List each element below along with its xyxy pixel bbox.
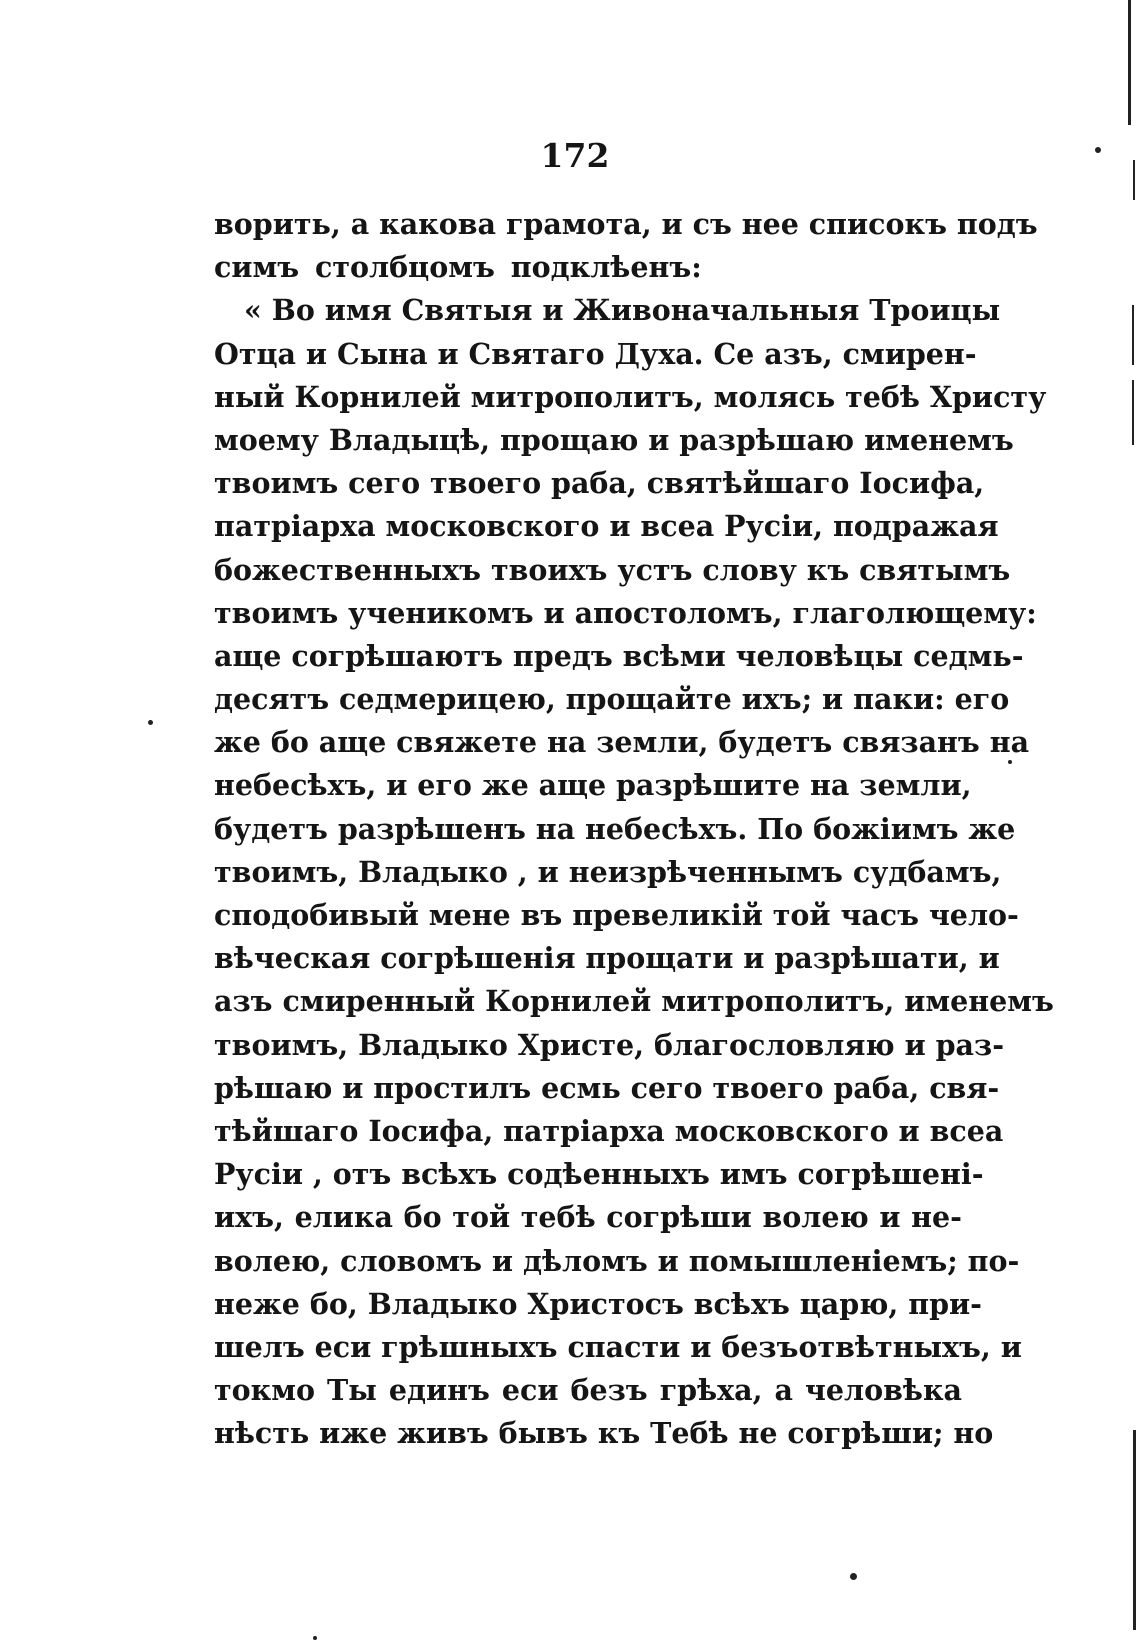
- text-line: моему Владыцѣ, прощаю и разрѣшаю именемъ: [214, 422, 1014, 457]
- text-line: божественныхъ твоихъ устъ слову къ святымъ: [214, 552, 1011, 587]
- text-line: будетъ разрѣшенъ на небесѣхъ. По божіимъ же: [214, 811, 1016, 846]
- text-line: вѣческая согрѣшенія прощати и разрѣшати, и: [214, 941, 1000, 976]
- text-line: рѣшаю и простилъ есмь сего твоего раба, свя-: [214, 1070, 1000, 1105]
- scan-edge-mark: [1132, 305, 1134, 365]
- text-line: ный Корнилей митрополитъ, молясь тебѣ Христу: [214, 379, 1047, 414]
- text-line: симъ столбцомъ подклѣенъ:: [214, 250, 702, 285]
- scan-edge-mark: [1132, 380, 1134, 445]
- text-line: шелъ еси грѣшныхъ спасти и безъотвѣтныхъ, и: [214, 1329, 1022, 1364]
- scan-edge-mark: [1128, 0, 1131, 125]
- text-line: аще согрѣшаютъ предъ всѣми человѣцы седмь-: [214, 638, 1024, 673]
- text-line: Отца и Сына и Святаго Духа. Се азъ, смирен-: [214, 336, 977, 371]
- text-line: твоимъ ученикомъ и апостоломъ, глаголющему:: [214, 595, 1037, 630]
- text-line: ихъ, елика бо той тебѣ согрѣши волею и не-: [214, 1200, 962, 1235]
- text-line: « Во имя Святыя и Живоначальныя Троицы: [244, 293, 1001, 328]
- text-line: сподобивый мене въ превеликій той часъ чело-: [214, 898, 1019, 932]
- text-line: твоимъ, Владыко , и неизрѣченнымъ судбамъ,: [214, 854, 1002, 889]
- page-number: 172: [540, 136, 610, 175]
- text-line: токмо Ты единъ еси безъ грѣха, а человѣка: [214, 1373, 962, 1408]
- text-line: нѣсть иже живъ бывъ къ Тебѣ не согрѣши; но: [214, 1416, 994, 1451]
- text-line: твоимъ сего твоего раба, святѣйшаго Іосифа,: [214, 466, 985, 501]
- text-line: Русіи , отъ всѣхъ содѣенныхъ имъ согрѣшені-: [214, 1157, 984, 1192]
- scan-edge-mark: [1133, 160, 1135, 200]
- text-line: ворить, а какова грамота, и съ нее списокъ подъ: [214, 207, 1038, 241]
- scan-dot: [1008, 760, 1012, 764]
- scan-edge-mark: [1133, 1430, 1136, 1630]
- scan-dot: [1095, 147, 1101, 153]
- scan-dot: [850, 1573, 857, 1580]
- text-line: твоимъ, Владыко Христе, благословляю и раз-: [214, 1027, 1005, 1062]
- text-line: тѣйшаго Іосифа, патріарха московского и всеа: [214, 1113, 1004, 1148]
- text-line: азъ смиренный Корнилей митрополитъ, именемъ: [214, 984, 1054, 1019]
- text-line: небесѣхъ, и его же аще разрѣшите на земли,: [214, 768, 972, 803]
- text-line: неже бо, Владыко Христосъ всѣхъ царю, при-: [214, 1286, 982, 1321]
- scan-dot: [313, 1636, 317, 1640]
- text-line: десятъ седмерицею, прощайте ихъ; и паки: его: [214, 682, 1010, 717]
- text-line: волею, словомъ и дѣломъ и помышленіемъ; по-: [214, 1243, 1020, 1278]
- text-line: же бо аще свяжете на земли, будетъ связанъ на: [214, 725, 1030, 760]
- body-text: [214, 203, 1054, 1455]
- text-line: патріарха московского и всеа Русіи, подражая: [214, 509, 999, 544]
- scan-dot: [148, 720, 153, 725]
